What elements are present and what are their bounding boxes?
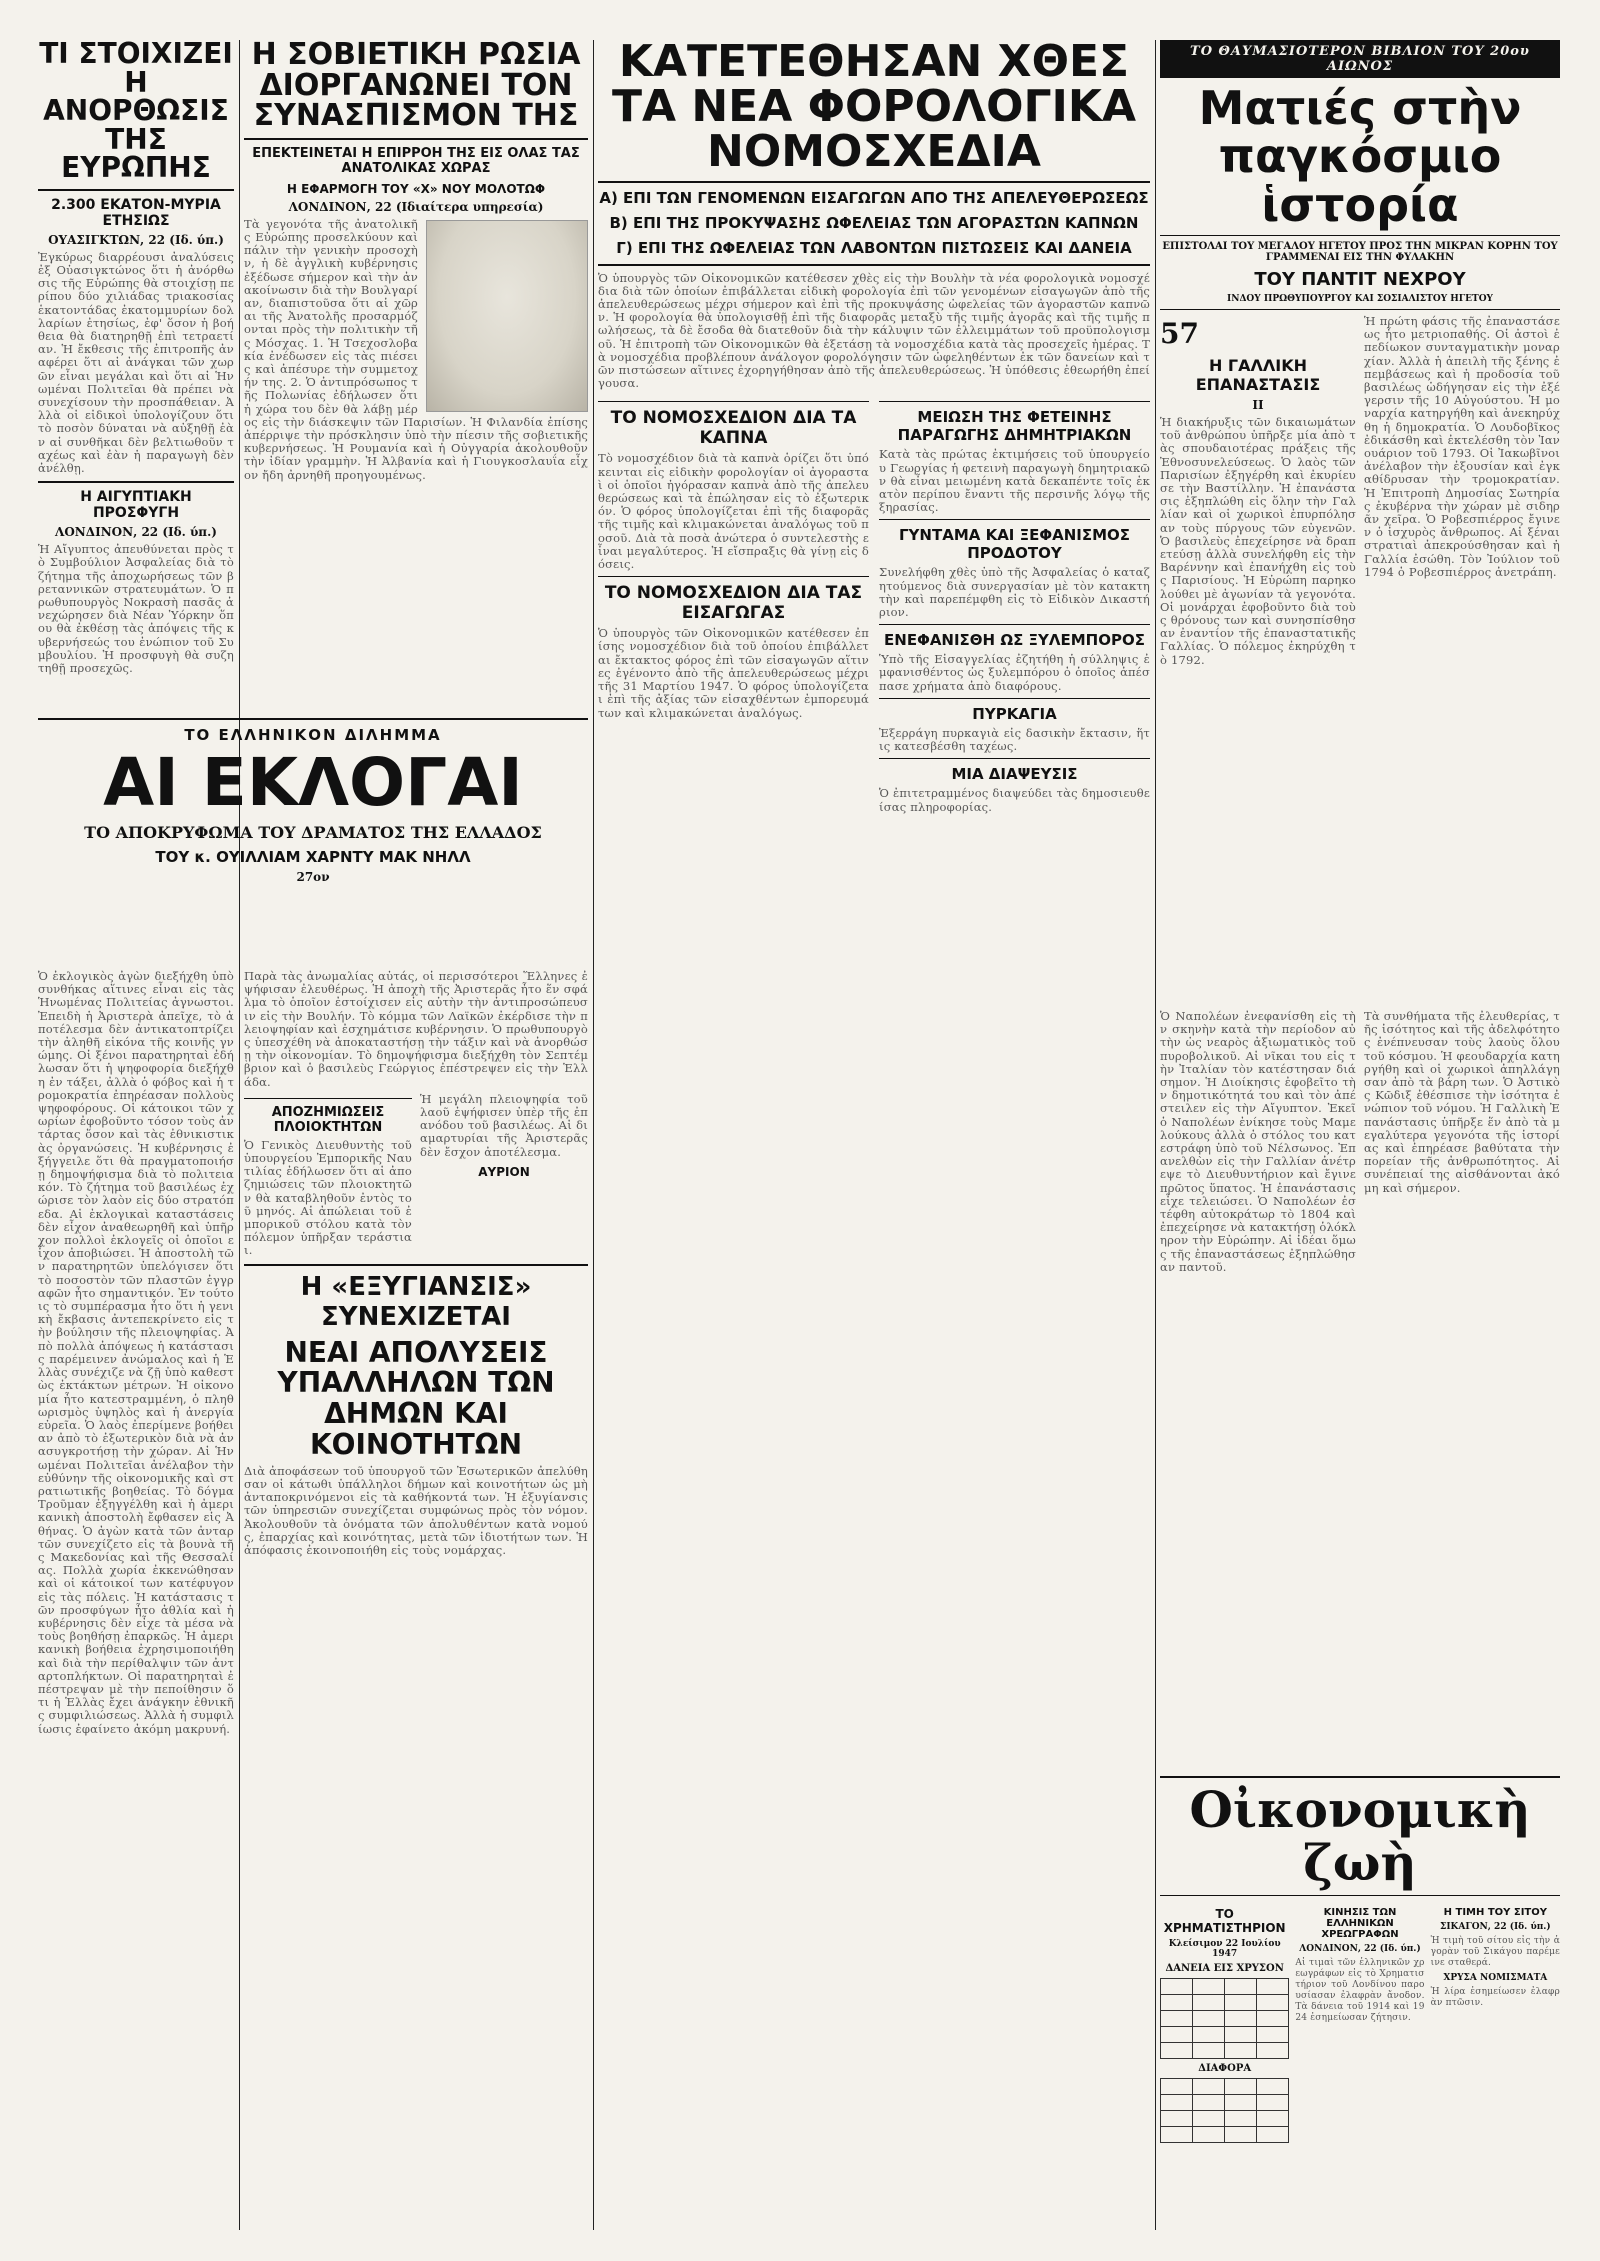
europe-subhead: 2.300 ΕΚΑΤΟΝ-ΜΥΡΙΑ ΕΤΗΣΙΩΣ <box>51 196 221 229</box>
history-intro: ΕΠΙΣΤΟΛΑΙ ΤΟΥ ΜΕΓΑΛΟΥ ΗΓΕΤΟΥ ΠΡΟΣ ΤΗΝ ΜΙΚΡΑΝ ΚΟΡΗΝ ΤΟΥ ΓΡΑΜΜΕΝΑΙ ΕΙΣ ΤΗΝ ΦΥΛΑΚΗΝ <box>1162 240 1558 263</box>
diapsefsis-head: ΜΙΑ ΔΙΑΨΕΥΣΙΣ <box>951 765 1078 784</box>
history-continued <box>1160 1010 1560 1760</box>
eksygiansis-head: Η «ΕΞΥΓΙΑΝΣΙΣ» ΣΥΝΕΧΙΖΕΤΑΙ <box>300 1271 532 1332</box>
economy-section <box>1160 1770 1560 2230</box>
column-europe <box>38 40 234 700</box>
misc-head: ΔΙΑΦΟΡΑ <box>1198 2063 1252 2074</box>
elections-box <box>38 712 588 962</box>
article-text: Τὸ νομοσχέδιον διὰ τὰ καπνὰ ὁρίζει ὅτι ὑπόκεινται εἰς εἰδικὴν φορολογίαν οἱ ἀγορασταὶ οἱ ὁποῖοι ἠγόρασαν καπνὰ ἀπὸ τῆς ἀπελευθερώσεως καὶ τὰ ἐπώλησαν εἰς τὸ ἐξωτερικόν. Ὁ φόρος ὑπολογίζεται ἐπὶ τῆς διαφορᾶς τῆς τιμῆς καὶ κλιμακώνεται ἀναλόγως τοῦ ποσοῦ. Διὰ τὰ ποσὰ ἀνώτερα ὁ συντελεστὴς εἶναι μεγαλύτερος. Ἡ εἴσπραξις θὰ γίνῃ εἰς δόσεις. <box>598 451 869 572</box>
molotov-portrait <box>426 220 588 412</box>
apolyseis-head: ΑΠΟΖΗΜΙΩΣΕΙΣ ΠΛΟΙΟΚΤΗΤΩΝ <box>271 1104 385 1135</box>
elections-sub: ΤΟ ΑΠΟΚΡΥΦΩΜΑ ΤΟΥ ΔΡΑΜΑΤΟΣ ΤΗΣ ΕΛΛΑΔΟΣ <box>84 823 542 843</box>
article-text: Ὁ ὑπουργὸς τῶν Οἰκονομικῶν κατέθεσεν χθὲς εἰς τὴν Βουλὴν τὰ νέα φορολογικὰ νομοσχέδια διὰ τῶν ὁποίων ἐπιβάλλεται εἰδικὴ φορολογία ἐπὶ τῶν γενομένων εἰσαγωγῶν ἀπὸ τῆς ἀπελευθερώσεως μέχρι σήμερον καὶ ἐπὶ τῆς προκυψάσης ὠφελείας τῶν ἀγοραστῶν καπνῶν. Ἡ φορολογία θὰ ὑπολογισθῇ ἐπὶ τῆς διαφορᾶς μεταξὺ τῆς τιμῆς ἀγορᾶς καὶ τῆς τιμῆς πωλήσεως, τὰ δὲ ἔσοδα θὰ διατεθοῦν διὰ τὴν κάλυψιν τῶν ἐλλειμμάτων τοῦ προϋπολογισμοῦ. Ἡ ἐπιτροπὴ τῶν Οἰκονομικῶν θὰ ἐξετάσῃ τὰ νομοσχέδια κατὰ τὰς προσεχεῖς ἡμέρας. Τὰ νομοσχέδια προβλέπουν ἀνάλογον φορολόγησιν τῶν ὠφεληθέντων ἐκ τῶν δανείων καὶ τῶν πιστώσεων αἵτινες ἐχορηγήθησαν ἀπὸ τῆς ἀπελευθερώσεως. Ἡ ὑπόθεσις ἐθεωρήθη ἐπείγουσα. <box>598 270 1150 391</box>
soviet-subhead: ΕΠΕΚΤΕΙΝΕΤΑΙ Η ΕΠΙΡΡΟΗ ΤΗΣ ΕΙΣ ΟΛΑΣ ΤΑΣ ΑΝΑΤΟΛΙΚΑΣ ΧΩΡΑΣ <box>252 145 580 176</box>
egypt-dateline: ΛΟΝΔΙΝΟΝ, 22 (Ιδ. ύπ.) <box>55 525 217 540</box>
history-author: ΤΟΥ ΠΑΝΤΙΤ ΝΕΧΡΟΥ <box>1254 268 1466 290</box>
column-rule <box>239 40 240 2230</box>
article-text: Ἡ πρώτη φάσις τῆς ἐπαναστάσεως ἦτο μετριοπαθής. Οἱ ἀστοὶ ἐπεδίωκον συνταγματικὴν μοναρχίαν. Ἀλλὰ ἡ ἀπειλὴ τῆς ξένης ἐπεμβάσεως καὶ ἡ προδοσία τοῦ βασιλέως ὡδήγησαν εἰς τὴν ἐξέγερσιν τῆς 10 Αὐγούστου. Ἡ μοναρχία κατηργήθη καὶ ἀνεκηρύχθη ἡ δημοκρατία. Ὁ Λουδοβῖκος ἐδικάσθη καὶ ἐκτελέσθη τὸν Ἰανουάριον τοῦ 1793. Οἱ Ἰακωβῖνοι ἀνέλαβον τὴν ἐξουσίαν καὶ ἐγκαθίδρυσαν τὴν τρομοκρατίαν. Ἡ Ἐπιτροπὴ Δημοσίας Σωτηρίας ἐκυβέρνα τὴν χώραν μὲ σιδηρᾶν χεῖρα. Ὁ Ροβεσπιέρρος ἔγινεν ὁ ἰσχυρὸς ἄνθρωπος. Αἱ ξέναι στρατιαὶ ἀπεκρούσθησαν καὶ ἡ Γαλλία ἐσώθη. Τὸν Ἰούλιον τοῦ 1794 ὁ Ροβεσπιέρρος ἀνετράπη. <box>1364 313 1560 579</box>
soviet-headline: Η ΣΟΒΙΕΤΙΚΗ ΡΩΣΙΑ ΔΙΟΡΓΑΝΩΝΕΙ ΤΟΝ ΣΥΝΑΣΠΙΣΜΟΝ ΤΗΣ <box>251 40 581 134</box>
europe-dateline: ΟΥΑΣΙΓΚΤΩΝ, 22 (Ιδ. ύπ.) <box>48 232 224 247</box>
article-text: Διὰ ἀποφάσεων τοῦ ὑπουργοῦ τῶν Ἐσωτερικῶν ἀπελύθησαν οἱ κάτωθι ὑπάλληλοι δήμων καὶ κοινοτήτων ὡς μὴ ἀνταποκρινόμενοι εἰς τὰ καθήκοντά των. Ἡ ἐξυγίανσις τῶν ὑπηρεσιῶν συνεχίζεται συμφώνως πρὸς τὸν νόμον. Ἀκολουθοῦν τὰ ὀνόματα τῶν ἀπολυθέντων κατὰ νομούς, ἐπαρχίας καὶ κοινότητας, μετὰ τῶν ἰδιοτήτων των. Ἡ ἀπόφασις ἐκοινοποιήθη εἰς τοὺς νομάρχας. <box>244 1463 588 1558</box>
article-text: Αἱ τιμαὶ τῶν ἑλληνικῶν χρεωγράφων εἰς τὸ Χρηματιστήριον τοῦ Λονδίνου παρουσίασαν ἐλαφρὰν ἄνοδον. Τὰ δάνεια τοῦ 1914 καὶ 1924 ἐσημείωσαν ζήτησιν. <box>1295 1958 1425 2023</box>
article-text: Ὁ ἐπιτετραμμένος διαψεύδει τὰς δημοσιευθείσας πληροφορίας. <box>879 786 1150 814</box>
article-text: Ἡ τιμὴ τοῦ σίτου εἰς τὴν ἀγορὰν τοῦ Σικάγου παρέμεινε σταθερά. <box>1430 1936 1560 1968</box>
column-history <box>1160 40 1560 1000</box>
article-text: Τὰ συνθήματα τῆς ἐλευθερίας, τῆς ἰσότητος καὶ τῆς ἀδελφότητος ἐνέπνευσαν τοὺς λαοὺς ὅλου τοῦ κόσμου. Ἡ φεουδαρχία κατηργήθη καὶ οἱ χωρικοὶ ἀπηλλάγησαν ἀπὸ τὰ βάρη των. Ὁ Ἀστικὸς Κῶδιξ ἐθέσπισε τὴν ἰσότητα ἐνώπιον τοῦ νόμου. Ἡ Γαλλικὴ Ἐπανάστασις ὑπῆρξε ἕν ἀπὸ τὰ μεγαλύτερα γεγονότα τῆς ἱστορίας καὶ ἐπηρέασε βαθύτατα τὴν πορείαν τῆς ἀνθρωπότητος. Αἱ συνέπειαί της αἰσθάνονται ἀκόμη καὶ σήμερον. <box>1364 1010 1560 1195</box>
article-text: Ἡ λίρα ἐσημείωσεν ἐλαφρὰν πτῶσιν. <box>1430 1987 1560 2008</box>
column-soviet <box>244 40 588 700</box>
elections-author: ΤΟΥ κ. ΟΥΙΛΛΙΑΜ ΧΑΡΝΤΥ ΜΑΚ ΝΗΛΛ <box>155 848 471 867</box>
elections-text-1 <box>38 970 234 2230</box>
economy-title: Οἰκονομικὴ ζωὴ <box>1189 1780 1531 1892</box>
elections-title: ΑΙ ΕΚΛΟΓΑΙ <box>103 744 523 821</box>
article-text: Ἡ διακήρυξις τῶν δικαιωμάτων τοῦ ἀνθρώπου ὑπῆρξε μία ἀπὸ τὰς σπουδαιοτέρας πράξεις τῆς Ἐθνοσυνελεύσεως. Ὁ λαὸς τῶν Παρισίων ἐξηγέρθη καὶ ἐκυρίευσε τὴν Βαστίλλην. Ἡ ἐπανάστασις ἐξηπλώθη εἰς ὅλην τὴν Γαλλίαν καὶ οἱ χωρικοὶ ἐπυρπόλησαν τοὺς πύργους τῶν εὐγενῶν. Ὁ βασιλεὺς ἐπεχείρησε νὰ δραπετεύσῃ ἀλλὰ συνελήφθη εἰς τὴν Βαρέννην καὶ ἐπανήχθη εἰς τοὺς Παρισίους. Ἡ Εὐρώπη παρηκολούθει μὲ ἀγωνίαν τὰ γεγονότα. Οἱ μονάρχαι ἐφοβοῦντο διὰ τοὺς θρόνους των καὶ συνησπίσθησαν ἐναντίον τῆς ἐπαναστατικῆς Γαλλίας. Ὁ πόλεμος ἐκηρύχθη τὸ 1792. <box>1160 414 1356 667</box>
taxes-headline: ΚΑΤΕΤΕΘΗΣΑΝ ΧΘΕΣ ΤΑ ΝΕΑ ΦΟΡΟΛΟΓΙΚΑ ΝΟΜΟΣΧΕΔΙΑ <box>611 40 1137 177</box>
kapna-head: ΤΟ ΝΟΜΟΣΧΕΔΙΟΝ ΔΙΑ ΤΑ ΚΑΠΝΑ <box>610 408 857 449</box>
article-text: Κατὰ τὰς πρώτας ἐκτιμήσεις τοῦ ὑπουργείου Γεωργίας ἡ φετεινὴ παραγωγὴ δημητριακῶν θὰ εἶναι μειωμένη κατὰ δεκαπέντε τοῖς ἑκατὸν περίπου ἔναντι τῆς περσινῆς λόγῳ τῆς ξηρασίας. <box>879 447 1150 515</box>
tax-point-a: Α) ΕΠΙ ΤΩΝ ΓΕΝΟΜΕΝΩΝ ΕΙΣΑΓΩΓΩΝ ΑΠΟ ΤΗΣ ΑΠΕΛΕΥΘΕΡΩΣΕΩΣ <box>599 188 1149 207</box>
gold-head: ΧΡΥΣΑ ΝΟΜΙΣΜΑΤΑ <box>1443 1973 1548 1983</box>
enefan-head: ΕΝΕΦΑΝΙΣΘΗ ΩΣ ΞΥΛΕΜΠΟΡΟΣ <box>884 631 1145 650</box>
bourse-head: ΤΟ ΧΡΗΜΑΤΙΣΤΗΡΙΟΝ <box>1163 1907 1286 1935</box>
egypt-head: Η ΑΙΓΥΠΤΙΑΚΗ ΠΡΟΣΦΥΓΗ <box>80 489 192 522</box>
chapter-number: 57 <box>1160 316 1199 350</box>
ayrion-label: ΑΥΡΙΟΝ <box>478 1164 530 1179</box>
article-text: Ἡ μεγάλη πλειοψηφία τοῦ λαοῦ ἐψήφισεν ὑπὲρ τῆς ἐπανόδου τοῦ βασιλέως. Αἱ διαμαρτυρίαι τῆς Ἀριστερᾶς δὲν ἔσχον ἀποτέλεσμα. <box>420 1091 588 1159</box>
bourse-date: Κλείσιμον 22 Ιουλίου 1947 <box>1168 1939 1281 1959</box>
article-text: Ἐγκύρως διαρρέουσι ἀναλύσεις ἐξ Οὐασιγκτώνος ὅτι ἡ ἀνόρθωσις τῆς Εὐρώπης θὰ στοιχίσῃ περίπου δύο χιλιάδας τριακοσίας ἑκατοντάδας ἐκατομμυρίων δολλαρίων ἐτησίως, ἐφ' ὅσον ἡ βοήθεια θὰ διατηρηθῇ ἐπὶ τετραετίαν. Ἡ ἔκθεσις τῆς ἐπιτροπῆς ἀναφέρει ὅτι αἱ ἀνάγκαι τῶν χωρῶν εἶναι μεγάλαι καὶ ὅτι αἱ Ἡνωμέναι Πολιτεῖαι θὰ πρέπει νὰ συνεχίσουν τὴν προσπάθειαν. Ἀλλὰ οἱ εἰδικοὶ ὑπολογίζουν ὅτι τὸ ποσὸν δύναται νὰ αὐξηθῇ ἐὰν αἱ συνθῆκαι δὲν βελτιωθοῦν ταχέως καὶ ἐὰν ἡ παραγωγὴ δὲν ἀνέλθῃ. <box>38 249 234 475</box>
pyrkagia-head: ΠΥΡΚΑΓΙΑ <box>972 704 1057 723</box>
article-text: Τὰ γεγονότα τῆς ἀνατολικῆς Εὐρώπης προσελκύουν καὶ πάλιν τὴν γενικὴν προσοχὴν, ἡ δὲ ἀγγλικὴ κυβέρνησις ἐξέδωσε σήμερον καὶ τὴν ἀνακοίνωσιν διὰ τὴν Βουλγαρίαν, διαπιστοῦσα ὅτι αἱ χῶραι τῆς Ἀνατολῆς προσαρμόζονται πρὸς τὴν πολιτικὴν τῆς Μόσχας. 1. Ἡ Τσεχοσλοβακία ἐνέδωσεν εἰς τὰς πιέσεις καὶ ἀπέσυρε τὴν συμμετοχήν της. 2. Ὁ ἀντιπρόσωπος τῆς Πολωνίας ἐδήλωσεν ὅτι ἡ χώρα του δὲν θὰ λάβῃ μέρος εἰς τὴν διάσκεψιν τῶν Παρισίων. Ἡ Φιλανδία ἐπίσης ἀπέρριψε τὴν πρόσκλησιν ὑπὸ τὴν πίεσιν τῆς σοβιετικῆς κυβερνήσεως. Ἡ Ρουμανία καὶ ἡ Οὐγγαρία ἀκολουθοῦν τὴν ἰδίαν γραμμὴν. Ἡ Ἀλβανία καὶ ἡ Γιουγκοσλαυΐα εἶχον ἤδη ἀρνηθῆ προηγουμένως. <box>244 216 588 482</box>
article-text: Ὁ Ναπολέων ἐνεφανίσθη εἰς τὴν σκηνὴν κατὰ τὴν περίοδον αὐτὴν ὡς νεαρὸς ἀξιωματικὸς τοῦ πυροβολικοῦ. Αἱ νῖκαι του εἰς τὴν Ἰταλίαν τὸν κατέστησαν διάσημον. Ἡ Διοίκησις ἐφοβεῖτο τὴν δημοτικότητά του καὶ τὸν ἀπέστειλεν εἰς τὴν Αἴγυπτον. Ἐκεῖ ὁ Ναπολέων ἐνίκησε τοὺς Μαμελούκους ἀλλὰ ὁ στόλος του κατεστράφη ὑπὸ τοῦ Νέλσωνος. Ἐπανελθὼν εἰς τὴν Γαλλίαν ἀνέτρεψε τὸ Διευθυντήριον καὶ ἔγινε πρῶτος ὕπατος. Ἡ ἐπανάστασις εἶχε τελειώσει. Ὁ Ναπολέων ἐστέφθη αὐτοκράτωρ τὸ 1804 καὶ ἐπεχείρησε νὰ κατακτήσῃ ὁλόκληρον τὴν Εὐρώπην. Αἱ ἰδέαι ὅμως τῆς ἐπαναστάσεως ἐξηπλώθησαν παντοῦ. <box>1160 1010 1356 1274</box>
chapter-part: ΙΙ <box>1252 397 1264 412</box>
article-text: Ἐξερράγη πυρκαγιὰ εἰς δασικὴν ἔκτασιν, ἥτις κατεσβέσθη ταχέως. <box>879 725 1150 754</box>
apolyseis-ypallilon-head: ΝΕΑΙ ΑΠΟΛΥΣΕΙΣ ΥΠΑΛΛΗΛΩΝ ΤΩΝ ΔΗΜΩΝ ΚΑΙ ΚΟΙΝΟΤΗΤΩΝ <box>277 1335 555 1462</box>
article-text: Ἡ Αἴγυπτος ἀπευθύνεται πρὸς τὸ Συμβούλιον Ἀσφαλείας διὰ τὸ ζήτημα τῆς ἀποχωρήσεως τῶν βρεταννικῶν στρατευμάτων. Ὁ πρωθυπουργὸς Νοκρασὴ πασᾶς ἀνεχώρησεν διὰ Νέαν Ὑόρκην ὅπου θὰ ἐκθέσῃ τὰς ἀπόψεις τῆς κυβερνήσεώς του ἐνώπιον τοῦ Συμβουλίου. Ἡ προσφυγὴ θὰ συζητηθῇ προσεχῶς. <box>38 542 234 676</box>
column-taxes <box>598 40 1150 2230</box>
elections-text-2 <box>244 970 588 2230</box>
column-rule <box>593 40 594 2230</box>
movements-head: ΚΙΝΗΣΙΣ ΤΩΝ ΕΛΛΗΝΙΚΩΝ ΧΡΕΩΓΡΑΦΩΝ <box>1321 1907 1399 1940</box>
grain-head: Η ΤΙΜΗ ΤΟΥ ΣΙΤΟΥ <box>1443 1907 1547 1918</box>
dilemma-kicker: ΤΟ ΕΛΛΗΝΙΚΟΝ ΔΙΛΗΜΜΑ <box>184 726 442 744</box>
history-author-sub: ΙΝΔΟΥ ΠΡΩΘΥΠΟΥΡΓΟΥ ΚΑΙ ΣΟΣΙΑΛΙΣΤΟΥ ΗΓΕΤΟΥ <box>1227 293 1493 304</box>
misc-table <box>1160 2078 1289 2143</box>
meiosis-head: ΜΕΙΩΣΗ ΤΗΣ ΦΕΤΕΙΝΗΣ ΠΑΡΑΓΩΓΗΣ ΔΗΜΗΤΡΙΑΚΩΝ <box>897 408 1132 445</box>
tax-point-b: Β) ΕΠΙ ΤΗΣ ΠΡΟΚΥΨΑΣΗΣ ΩΦΕΛΕΙΑΣ ΤΩΝ ΑΓΟΡΑΣΤΩΝ ΚΑΠΝΩΝ <box>609 213 1139 232</box>
london-dateline: ΛΟΝΔΙΝΟΝ, 22 (Ιδ. ύπ.) <box>1299 1944 1421 1954</box>
bourse-table <box>1160 1978 1289 2059</box>
elections-part: 27ον <box>296 870 330 885</box>
history-title: Ματιές στὴν παγκόσμιο ἱστορία <box>1198 81 1522 232</box>
column-rule <box>1155 40 1156 2230</box>
tax-point-c: Γ) ΕΠΙ ΤΗΣ ΩΦΕΛΕΙΑΣ ΤΩΝ ΛΑΒΟΝΤΩΝ ΠΙΣΤΩΣΕΙΣ ΚΑΙ ΔΑΝΕΙΑ <box>616 238 1132 257</box>
loans-head: ΔΑΝΕΙΑ ΕΙΣ ΧΡΥΣΟΝ <box>1165 1963 1284 1974</box>
history-banner: ΤΟ ΘΑΥΜΑΣΙΟΤΕΡΟΝ ΒΙΒΛΙΟΝ ΤΟΥ 20ου ΑΙΩΝΟΣ <box>1160 40 1560 78</box>
article-text: Ὁ Γενικὸς Διευθυντὴς τοῦ ὑπουργείου Ἐμπορικῆς Ναυτιλίας ἐδήλωσεν ὅτι αἱ ἀποζημιώσεις τῶν πλοιοκτητῶν θὰ καταβληθοῦν ἐντὸς τοῦ μηνός. Αἱ ἀπώλειαι τοῦ ἐμπορικοῦ στόλου κατὰ τὸν πόλεμον ὑπῆρξαν τεράστιαι. <box>244 1137 412 1258</box>
article-text: Ὑπὸ τῆς Εἰσαγγελίας ἐζητήθη ἡ σύλληψις ἐμφανισθέντος ὡς ξυλεμπόρου ὁ ὁποῖος ἀπέσπασε χρήματα ἀπὸ διαφόρους. <box>879 652 1150 693</box>
eisagogas-head: ΤΟ ΝΟΜΟΣΧΕΔΙΟΝ ΔΙΑ ΤΑΣ ΕΙΣΑΓΩΓΑΣ <box>604 583 863 624</box>
chapter-title: Η ΓΑΛΛΙΚΗ ΕΠΑΝΑΣΤΑΣΙΣ <box>1195 355 1321 394</box>
gyntama-head: ΓΥΝΤΑΜΑ ΚΑΙ ΞΕΦΑΝΙΣΜΟΣ ΠΡΟΔΟΤΟΥ <box>899 526 1130 563</box>
article-text: Ὁ ἐκλογικὸς ἀγὼν διεξήχθη ὑπὸ συνθήκας αἵτινες εἶναι εἰς τὰς Ἡνωμένας Πολιτείας ἀγνωστοι. Ἐπειδὴ ἡ Ἀριστερὰ ἀπεῖχε, τὸ ἀποτέλεσμα δὲν ἀντικατοπτρίζει τὴν ἀληθῆ εἰκόνα τῆς κοινῆς γνώμης. Οἱ ξένοι παρατηρηταὶ ἐδήλωσαν ὅτι ἡ ψηφοφορία διεξήχθη ἐν τάξει, ἀλλὰ ὁ φόβος καὶ ἡ τρομοκρατία ἐπηρέασαν πολλοὺς ψηφοφόρους. Οἱ κάτοικοι τῶν χωρίων ἐφοβοῦντο τόσον τοὺς ἀντάρτας ὅσον καὶ τὰς ἐθνικιστικὰς ὀργανώσεις. Ἡ κυβέρνησις ἐξήγγειλε ὅτι θὰ πραγματοποιήσῃ δημοψήφισμα διὰ τὸ πολιτειακόν. Τὸ ζήτημα τοῦ βασιλέως ἐχώρισε τὸν λαὸν εἰς δύο στρατόπεδα. Αἱ ἐκλογικαὶ καταστάσεις δὲν εἶχον ἀναθεωρηθῆ καὶ ὑπῆρχον πολλοὶ ἐκλογεῖς οἱ ὁποῖοι εἶχον ἀποβιώσει. Ἡ ἀποστολὴ τῶν παρατηρητῶν ὑπελόγισεν ὅτι τὸ ποσοστὸν τῶν πλαστῶν ἐγγραφῶν ἦτο σημαντικόν. Ἐν τούτοις τὸ συμπέρασμα ἦτο ὅτι ἡ γενικὴ ἔκβασις ἀντεπεκρίνετο εἰς τὴν βούλησιν τῆς πλειοψηφίας. Ἀπὸ πολλὰ ἀπόψεως ἡ κατάστασις παρέμεινεν ἀνώμαλος καὶ ἡ Ἑλλὰς συνέχιζε νὰ ζῇ ὑπὸ καθεστὼς ἐκτάκτων μέτρων. Ἡ οἰκονομία ἦτο κατεστραμμένη, ὁ πληθωρισμὸς ὑψηλὸς καὶ ἡ ἀνεργία εὐρεῖα. Ὁ λαὸς ἐπερίμενε βοήθειαν ἀπὸ τὸ ἐξωτερικὸν διὰ νὰ ἀνασυγκροτήσῃ τὴν χώραν. Αἱ Ἡνωμέναι Πολιτεῖαι ἀνέλαβον τὴν εὐθύνην τῆς οἰκονομικῆς καὶ στρατιωτικῆς βοηθείας. Τὸ δόγμα Τροῦμαν ἐξηγγέλθη καὶ ἡ ἀμερικανικὴ ἀποστολὴ ἔφθασεν εἰς Ἀθήνας. Ὁ ἀγὼν κατὰ τῶν ἀνταρτῶν συνεχίζετο εἰς τὰ βουνὰ τῆς Μακεδονίας καὶ τῆς Θεσσαλίας. Πολλὰ χωρία ἐκκενώθησαν καὶ οἱ κάτοικοί των κατέφυγον εἰς τὰς πόλεις. Ἡ κατάστασις τῶν προσφύγων ἦτο ἀθλία καὶ ἡ κυβέρνησις δὲν εἶχε τὰ μέσα νὰ τοὺς βοηθήσῃ ἐπαρκῶς. Ἡ ἀμερικανικὴ βοήθεια ἐχρησιμοποιήθη καὶ διὰ τὴν περίθαλψιν τῶν ἀνταρτοπλήκτων. Οἱ παρατηρηταὶ ἐπέστρεψαν μὲ τὴν πεποίθησιν ὅτι ἡ Ἑλλὰς ἔχει ἀνάγκην ἐθνικῆς συμφιλιώσεως. Ἀλλὰ ἡ συμφιλίωσις ἐφαίνετο ἀκόμη μακρυνή. <box>38 970 234 1736</box>
soviet-subhead2: Η ΕΦΑΡΜΟΓΗ ΤΟΥ «Χ» ΝΟΥ ΜΟΛΟΤΩΦ <box>286 181 546 196</box>
soviet-dateline: ΛΟΝΔΙΝΟΝ, 22 (Ιδιαίτερα υπηρεσία) <box>288 199 544 214</box>
article-text: Συνελήφθη χθὲς ὑπὸ τῆς Ἀσφαλείας ὁ καταζητούμενος διὰ συνεργασίαν μὲ τὸν κατακτητὴν καὶ παρεπέμφθη εἰς τὸ Εἰδικὸν Δικαστήριον. <box>879 565 1150 620</box>
article-text: Παρὰ τὰς ἀνωμαλίας αὐτάς, οἱ περισσότεροι Ἕλληνες ἐψήφισαν ἐλευθέρως. Ἡ ἀποχὴ τῆς Ἀριστερᾶς ἦτο ἕν σφάλμα τὸ ὁποῖον ἐστοίχισεν εἰς αὐτὴν τὴν ἀντιπροσώπευσιν εἰς τὴν Βουλήν. Τὸ κόμμα τῶν Λαϊκῶν ἐκέρδισε τὴν πλειοψηφίαν καὶ ἐσχημάτισε κυβέρνησιν. Ὁ πρωθυπουργὸς ὑπεσχέθη νὰ ἀποκαταστήσῃ τὴν τάξιν καὶ νὰ ἀνορθώσῃ τὴν οἰκονομίαν. Τὸ δημοψήφισμα διεξήχθη τὸν Σεπτέμβριον καὶ ὁ βασιλεὺς Γεώργιος ἐπέστρεψεν εἰς τὴν Ἑλλάδα. <box>244 970 588 1089</box>
chicago-dateline: ΣΙΚΑΓΟΝ, 22 (Ιδ. ύπ.) <box>1439 1922 1551 1932</box>
europe-headline: ΤΙ ΣΤΟΙΧΙΖΕΙ Η ΑΝΟΡΘΩΣΙΣ ΤΗΣ ΕΥΡΩΠΗΣ <box>39 40 233 185</box>
article-text: Ὁ ὑπουργὸς τῶν Οἰκονομικῶν κατέθεσεν ἐπίσης νομοσχέδιον διὰ τοῦ ὁποίου ἐπιβάλλεται ἔκτακτος φόρος ἐπὶ τῶν εἰσαγωγῶν αἵτινες ἐγένοντο ἀπὸ τῆς ἀπελευθερώσεως μέχρι τῆς 31 Μαρτίου 1947. Ὁ φόρος ὑπολογίζεται ἐπὶ τῆς ἀξίας τῶν εἰσαχθέντων ἐμπορευμάτων καὶ κλιμακώνεται ἀναλόγως. <box>598 626 869 720</box>
